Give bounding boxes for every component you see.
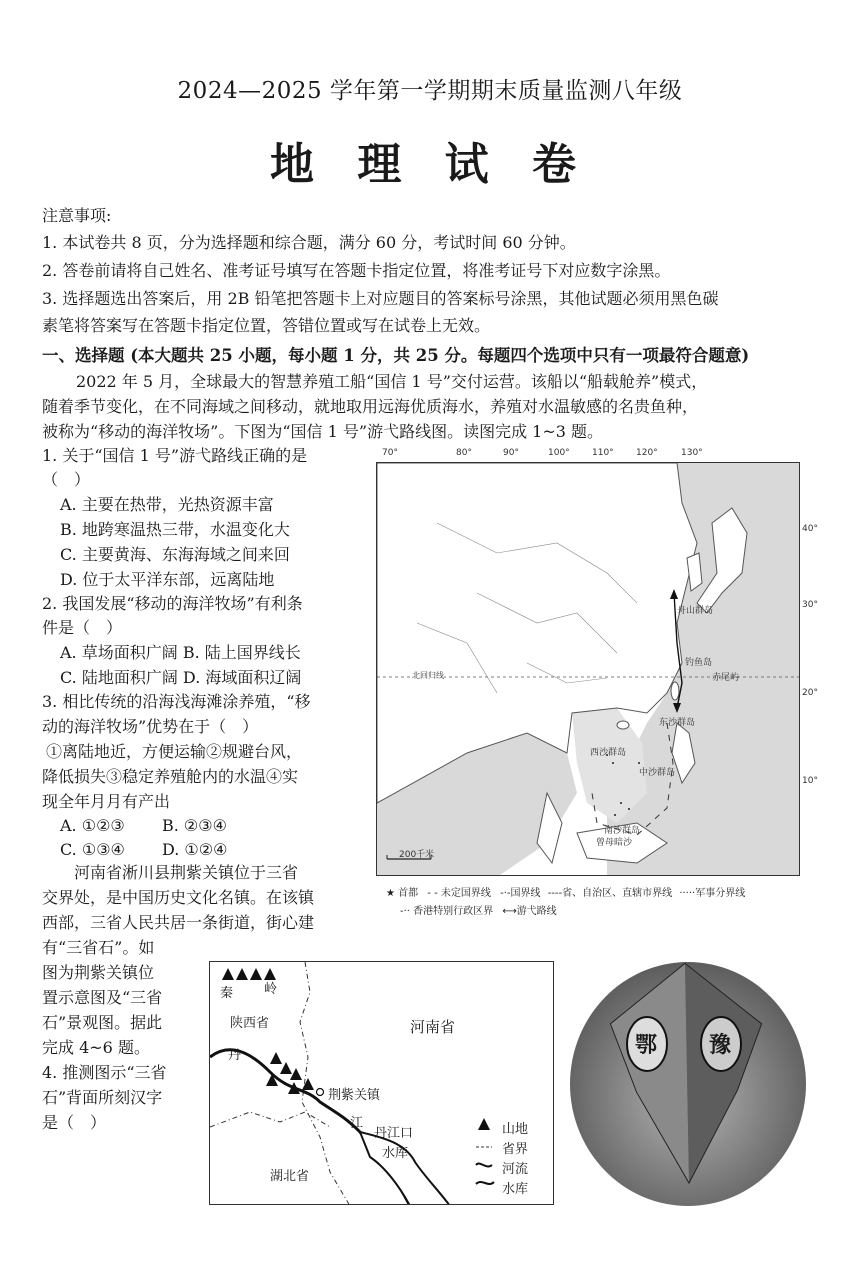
island-label: 东沙群岛 [659,718,696,728]
lon-label: 110° [592,448,614,458]
stone-svg [567,952,809,1208]
location-map [209,961,554,1205]
q3-stem-2: 动的海洋牧场”优势在于（ ） [42,717,259,736]
legend-hk-border: 香港特别行政区界 [413,906,494,917]
island-label: 舟山群岛 [677,606,714,616]
map2-label-jiang: 江 [350,1116,364,1131]
map2-label-town: 荆紫关镇 [328,1088,381,1103]
intro2-line-6: 置示意图及“三省 [42,988,163,1007]
island-label: 钓鱼岛 [685,658,713,668]
map-lon-labels [376,446,800,462]
legend-national-border: 国界线 [510,888,541,899]
q3-option-c: C. ①③④ [60,840,125,859]
q3-stem: 3. 相比传统的沿海浅海滩涂养殖，“移 [42,692,311,711]
map2-label-henan: 河南省 [410,1018,456,1036]
map2-legend-mountain: 山地 [502,1122,529,1137]
stone-char-left: 鄂 [635,1032,658,1058]
q1-option-d: D. 位于太平洋东部，远离陆地 [60,570,275,589]
map2-label-qin: 秦 [220,986,234,1001]
q2-stem-cont: 件是（ ） [42,618,123,637]
route-map-legend-2: -·· 香港特别行政区界 ⟷游弋路线 [400,906,557,917]
q2-options-ab: A. 草场面积广阔 B. 陆上国界线长 [60,643,301,662]
q4-stem-2: 石”背面所刻汉字 [42,1088,163,1107]
scale-label: 200千米 [399,850,435,860]
subject-title: 地 理 试 卷 [270,139,590,190]
island-label: 中沙群岛 [639,768,676,778]
map2-legend-border: 省界 [502,1142,529,1157]
lat-label: 30° [802,600,818,610]
section-heading: 一、选择题 (本大题共 25 小题，每小题 1 分，共 25 分。每题四个选项中只有一项最符合题意) [42,346,750,365]
legend-route: 游弋路线 [516,906,557,917]
stone-char-right: 豫 [709,1032,732,1058]
intro-line-3: 被称为“移动的海洋牧场”。下图为“国信 1 号”游弋路线图。读图完成 1~3 题。 [42,422,604,441]
lon-label: 130° [681,448,703,458]
q3-option-b: B. ②③④ [162,816,227,835]
intro2-line-5: 图为荆紫关镇位 [42,963,155,982]
intro2-line-8: 完成 4~6 题。 [42,1038,150,1057]
island-label: 曾母暗沙 [596,838,633,848]
map2-label-danjiangkou: 丹江口 [374,1126,414,1141]
route-map-legend: ★ 首都 - - 未定国界线 -·-国界线 ----省、自治区、直辖市界线 ·····军事分界线 [386,888,746,899]
q1-option-a: A. 主要在热带，光热资源丰富 [60,495,274,514]
lon-label: 90° [503,448,519,458]
q1-stem-cont: （ ） [42,470,91,489]
q2-options-cd: C. 陆地面积广阔 D. 海域面积辽阔 [60,668,302,687]
q1-option-c: C. 主要黄海、东海海域之间来回 [60,545,290,564]
map2-label-hubei: 湖北省 [270,1169,310,1184]
intro2-line-1: 河南省淅川县荆紫关镇位于三省 [74,863,299,882]
intro2-line-3: 西部，三省人民共居一条街道，街心建 [42,913,315,932]
lat-label: 40° [802,524,818,534]
map2-legend-reservoir: 水库 [502,1182,529,1197]
town-marker [317,1089,324,1096]
q4-stem: 4. 推测图示“三省 [42,1063,167,1082]
map2-label-reservoir: 水库 [382,1146,409,1161]
province-border-2 [210,1112,330,1127]
map2-label-ling: 岭 [264,982,278,997]
lon-label: 100° [548,448,570,458]
q1-option-b: B. 地跨寒温热三带，水温变化大 [60,520,290,539]
intro-line-2: 随着季节变化，在不同海域之间移动，就地取用远海优质海水，养殖对水温敏感的名贵鱼种， [42,397,699,416]
lat-label: 20° [802,688,818,698]
island-label: 南沙群岛 [604,826,641,836]
hainan [617,721,629,729]
q3-stem-4: 降低损失③稳定养殖舱内的水温④实 [42,767,299,786]
q2-stem: 2. 我国发展“移动的海洋牧场”有利条 [42,594,303,613]
island-label: 西沙群岛 [590,748,627,758]
q3-stem-5: 现全年月月有产出 [42,792,171,811]
lon-label: 70° [382,448,398,458]
map2-legend-river: 河流 [502,1162,529,1177]
route-map [376,462,800,876]
intro2-line-4: 有“三省石”。如 [42,938,155,957]
q3-stem-3: ①离陆地近，方便运输②规避台风， [46,742,303,761]
q4-stem-3: 是（ ） [42,1113,107,1132]
exam-title: 2024—2025 学年第一学期期末质量监测八年级 [177,78,683,104]
notes-heading: 注意事项: [42,206,112,225]
map2-label-shaanxi: 陕西省 [230,1016,270,1031]
legend-military-line: 军事分界线 [695,888,746,899]
intro2-line-7: 石”景观图。据此 [42,1013,163,1032]
lon-label: 120° [636,448,658,458]
note-item-1: 1. 本试卷共 8 页，分为选择题和综合题，满分 60 分，考试时间 60 分钟。 [42,233,576,252]
intro2-line-2: 交界处，是中国历史文化名镇。在该镇 [42,888,315,907]
note-item-3-cont: 素笔将答案写在答题卡指定位置，答错位置或写在试卷上无效。 [42,316,491,335]
legend-undetermined-border: 未定国界线 [440,888,491,899]
taiwan [671,682,679,700]
q3-option-d: D. ①②④ [162,840,228,859]
q3-option-a: A. ①②③ [60,816,125,835]
map-lat-labels [802,462,842,876]
island-label: 赤尾屿 [712,673,740,683]
q1-stem: 1. 关于“国信 1 号”游弋路线正确的是 [42,446,308,465]
map2-label-dan: 丹 [228,1048,242,1063]
intro-line-1: 2022 年 5 月，全球最大的智慧养殖工船“国信 1 号”交付运营。该船以“船载舱养”模式， [76,372,708,391]
three-province-stone-photo [567,952,809,1208]
tropic-label: 北回归线 [412,671,444,680]
note-item-3: 3. 选择题选出答案后，用 2B 铅笔把答题卡上对应题目的答案标号涂黑，其他试题必须用黑色碳 [42,289,719,308]
note-item-2: 2. 答卷前请将自己姓名、准考证号填写在答题卡指定位置，将准考证号下对应数字涂黑。 [42,261,671,280]
legend-capital: ★ 首都 [386,888,419,899]
lat-label: 10° [802,776,818,786]
legend-province-border: 省、自治区、直辖市界线 [562,888,673,899]
lon-label: 80° [456,448,472,458]
